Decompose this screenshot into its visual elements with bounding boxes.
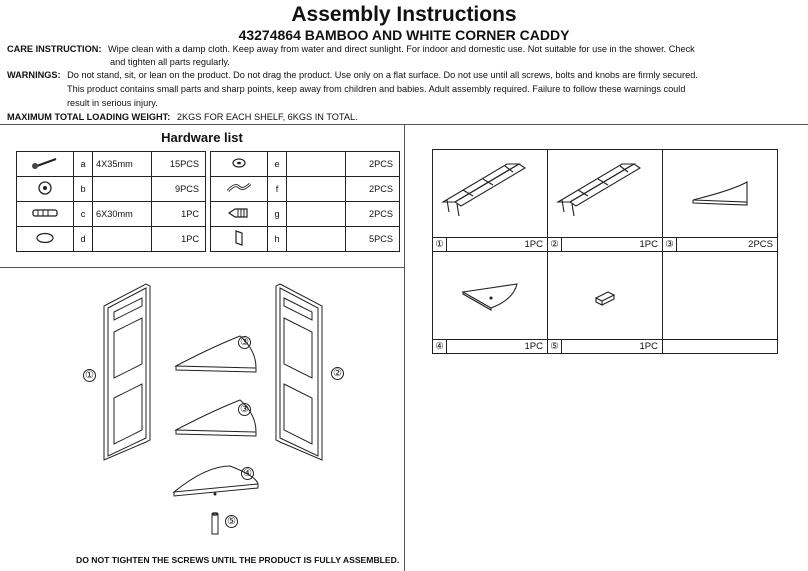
table-row	[17, 152, 206, 177]
hardware-letter: e	[268, 152, 287, 177]
max-load-label: MAXIMUM TOTAL LOADING WEIGHT:	[7, 112, 171, 122]
warnings-line2: This product contains small parts and sharp points, keep away from children and babies. Adult assembly required. Failure to follow these warnings could	[67, 84, 686, 94]
callout-part-5: ⑤	[225, 515, 238, 528]
hardware-letter: d	[74, 227, 93, 252]
hardware-letter: a	[74, 152, 93, 177]
warnings	[7, 68, 698, 82]
hardware-size	[287, 152, 346, 177]
part-qty: 1PC	[639, 239, 658, 250]
hardware-qty: 9PCS	[152, 177, 206, 202]
empty-cell	[663, 252, 778, 340]
part-qty: 1PC	[524, 239, 543, 250]
table-row	[17, 227, 206, 252]
warnings-line3: result in serious injury.	[67, 98, 158, 108]
hardware-letter: g	[268, 202, 287, 227]
hardware-qty: 1PC	[152, 227, 206, 252]
hardware-size	[287, 227, 346, 252]
hardware-qty: 2PCS	[346, 177, 400, 202]
hardware-qty: 15PCS	[152, 152, 206, 177]
hardware-letter: c	[74, 202, 93, 227]
care-instruction	[7, 42, 695, 56]
table-row	[433, 150, 778, 238]
exploded-diagram	[0, 270, 404, 560]
connector-block-icon	[548, 252, 663, 340]
part-qty: 1PC	[524, 341, 543, 352]
hardware-qty: 1PC	[152, 202, 206, 227]
hardware-size	[93, 177, 152, 202]
table-row	[17, 177, 206, 202]
hardware-size: 4X35mm	[93, 152, 152, 177]
part-number: ①	[433, 238, 447, 251]
hardware-divider	[0, 267, 404, 268]
table-row	[17, 202, 206, 227]
column-divider	[404, 124, 405, 571]
oval-pad-icon	[17, 227, 74, 252]
warnings-line1: Do not stand, sit, or lean on the product. Do not drag the product. Use only on a flat surface. Do not use until all screws, bolts and knobs are firmly secured.	[67, 70, 698, 80]
hardware-size	[287, 177, 346, 202]
hardware-qty: 2PCS	[346, 152, 400, 177]
bottom-shelf-icon	[433, 252, 548, 340]
hardware-table-right	[210, 151, 400, 252]
part-number: ②	[548, 238, 562, 251]
hardware-size	[93, 227, 152, 252]
side-frame-icon	[548, 150, 663, 238]
table-row	[211, 177, 400, 202]
hardware-title: Hardware list	[161, 130, 243, 145]
max-load	[7, 110, 358, 124]
part-number: ⑤	[548, 340, 562, 353]
hardware-size	[287, 202, 346, 227]
max-load-value: 2KGS FOR EACH SHELF, 6KGS IN TOTAL.	[176, 112, 358, 122]
part-qty: 1PC	[639, 341, 658, 352]
table-row	[211, 202, 400, 227]
corner-shelf-icon	[663, 150, 778, 238]
hardware-letter: f	[268, 177, 287, 202]
cam-lock-icon	[17, 177, 74, 202]
warnings-label: WARNINGS:	[7, 70, 61, 80]
side-frame-icon	[433, 150, 548, 238]
table-row	[433, 340, 778, 354]
hardware-table-left	[16, 151, 206, 252]
care-line1: Wipe clean with a damp cloth. Keep away from water and direct sunlight. For indoor and domestic use. Not suitable for use in the shower. Check	[108, 44, 695, 54]
hardware-qty: 5PCS	[346, 227, 400, 252]
screw-icon	[17, 152, 74, 177]
dowel-icon	[17, 202, 74, 227]
part-number: ④	[433, 340, 447, 353]
parts-table	[432, 149, 778, 354]
doc-title: Assembly Instructions	[291, 3, 517, 26]
callout-part-3a: ③	[238, 336, 251, 349]
hardware-qty: 2PCS	[346, 202, 400, 227]
part-number: ③	[663, 238, 677, 251]
hex-key-icon	[211, 227, 268, 252]
footer-warning: DO NOT TIGHTEN THE SCREWS UNTIL THE PRODUCT IS FULLY ASSEMBLED.	[76, 555, 400, 565]
hardware-letter: h	[268, 227, 287, 252]
table-row	[433, 252, 778, 340]
strap-icon	[211, 177, 268, 202]
callout-part-1: ①	[83, 369, 96, 382]
hardware-letter: b	[74, 177, 93, 202]
callout-part-4: ④	[241, 467, 254, 480]
table-row	[211, 152, 400, 177]
callout-part-2: ②	[331, 367, 344, 380]
washer-icon	[211, 152, 268, 177]
table-row	[433, 238, 778, 252]
doc-subtitle: 43274864 BAMBOO AND WHITE CORNER CADDY	[238, 27, 570, 43]
table-row	[211, 227, 400, 252]
part-qty: 2PCS	[748, 239, 773, 250]
callout-part-3b: ③	[238, 403, 251, 416]
care-label: CARE INSTRUCTION:	[7, 44, 102, 54]
anchor-icon	[211, 202, 268, 227]
care-line2: and tighten all parts regularly.	[110, 57, 230, 67]
hardware-size: 6X30mm	[93, 202, 152, 227]
